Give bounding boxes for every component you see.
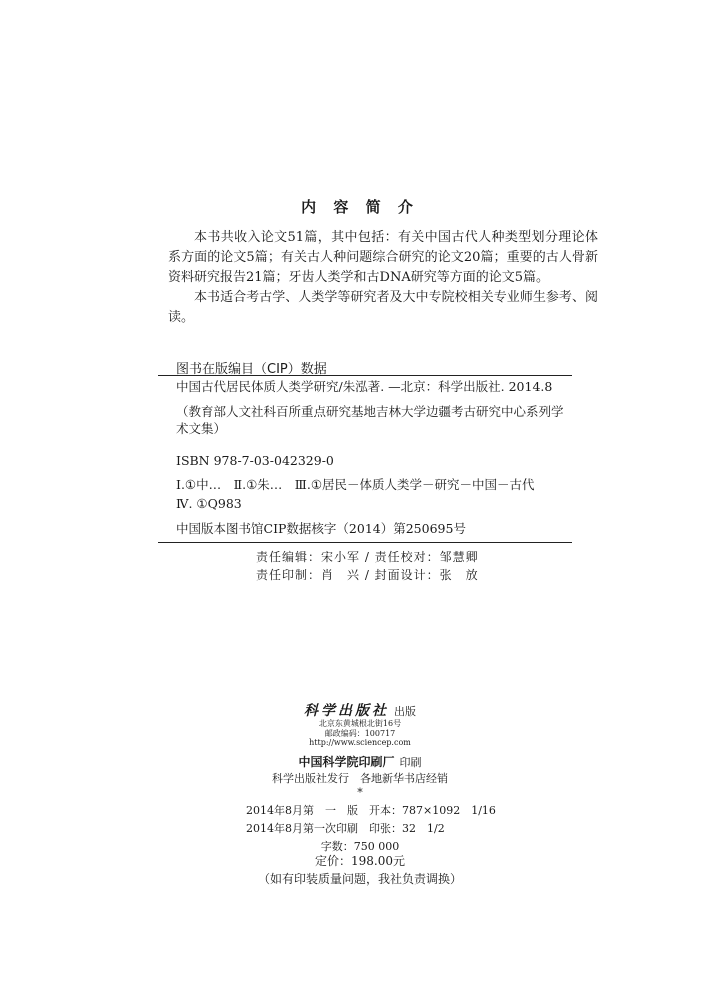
publisher-postcode: 邮政编码：100717 [324, 729, 396, 738]
intro-title: 内 容 简 介 [301, 198, 419, 216]
intro-paragraph-1-text: 本书共收入论文51篇，其中包括：有关中国古代人种类型划分理论体系方面的论文5篇；有关古人种问题综合研究的论文20篇；重要的古人骨新资料研究报告21篇；牙齿人类学和古DNA研究等方面的论文5篇。 [168, 230, 598, 285]
cip-classification-2: Ⅳ. ①Q983 [176, 496, 242, 511]
edition-line: 2014年8月第 一 版 开本：787×1092 1/16 [246, 804, 496, 817]
printer-name: 中国科学院印刷厂 [298, 755, 395, 769]
word-count: 字数：750 000 [320, 840, 400, 853]
publish-suffix: 出版 [394, 705, 417, 718]
cip-verification: 中国版本图书馆CIP数据核字（2014）第250695号 [176, 521, 466, 536]
intro-paragraph-2 [168, 288, 598, 328]
cip-bottom-rule [158, 542, 572, 543]
cip-classification-1: Ⅰ.①中… Ⅱ.①朱… Ⅲ.①居民－体质人类学－研究－中国－古代 [176, 477, 535, 492]
printer-line [0, 751, 720, 770]
responsibility-line-2: 责任印制：肖 兴 / 封面设计：张 放 [256, 568, 479, 582]
publisher-name: 科学出版社 [303, 703, 389, 719]
publisher-line [0, 700, 720, 720]
cip-title-line: 中国古代居民体质人类学研究/朱泓著. —北京：科学出版社. 2014.8 [176, 379, 553, 394]
publisher-url: http://www.sciencep.com [309, 738, 411, 747]
cip-series-line: （教育部人文社科百所重点研究基地吉林大学边疆考古研究中心系列学术文集） [176, 404, 564, 436]
quality-notice: （如有印装质量问题，我社负责调换） [257, 872, 462, 886]
publisher-address: 北京东黄城根北街16号 [318, 719, 402, 728]
price: 定价：198.00元 [315, 854, 405, 868]
printer-suffix: 印刷 [399, 756, 422, 769]
intro-paragraph-2-text: 本书适合考古学、人类学等研究者及大中专院校相关专业师生参考、阅读。 [168, 290, 598, 325]
intro-paragraph-1 [168, 228, 598, 288]
printing-line: 2014年8月第一次印刷 印张：32 1/2 [246, 822, 445, 835]
separator-star: * [357, 786, 363, 799]
cip-heading: 图书在版编目（CIP）数据 [176, 362, 327, 377]
responsibility-line-1: 责任编辑：宋小军 / 责任校对：邹慧卿 [256, 550, 479, 564]
cip-isbn: ISBN 978-7-03-042329-0 [176, 453, 334, 468]
distribution-line: 科学出版社发行 各地新华书店经销 [272, 772, 448, 785]
cip-top-rule [158, 375, 572, 376]
